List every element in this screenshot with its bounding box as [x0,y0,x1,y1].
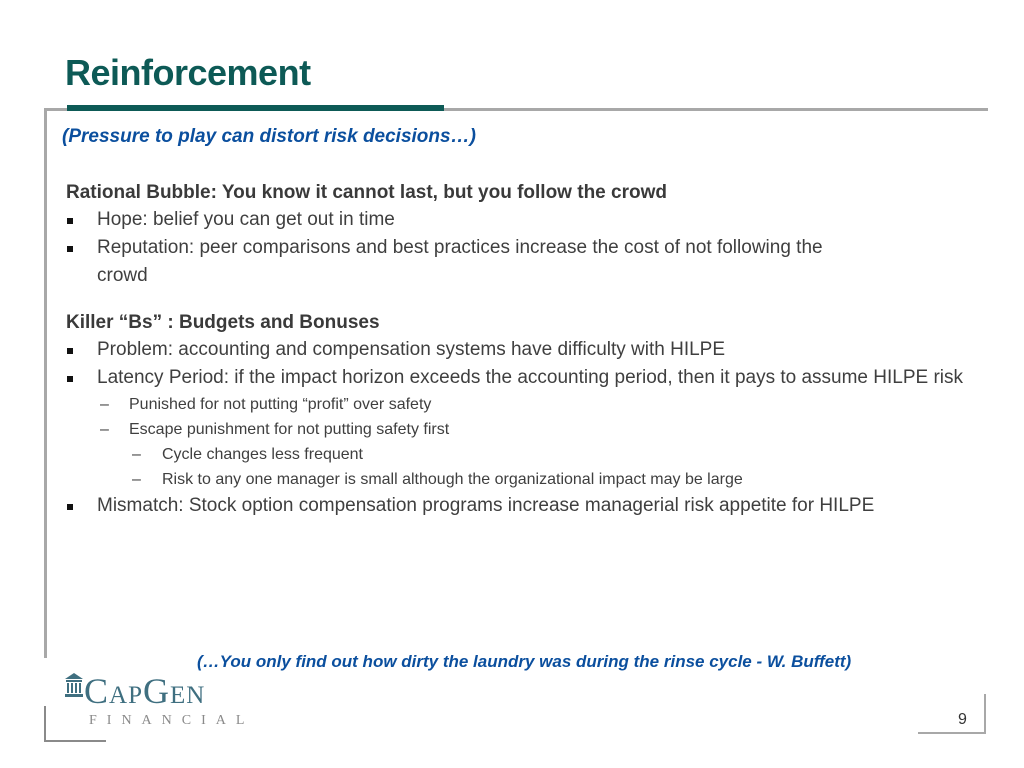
slide-subtitle: (Pressure to play can distort risk decisions…) [62,126,476,147]
sub-sub-bullet-cycle: – Cycle changes less frequent [66,442,966,467]
square-bullet-icon [67,246,73,252]
bullet-hope: Hope: belief you can get out in time [66,206,966,234]
bullet-mismatch: Mismatch: Stock option compensation programs increase managerial risk appetite for HILPE [66,492,997,520]
dash-bullet-icon: – [132,471,141,488]
dash-bullet-icon: – [100,396,109,413]
sub-bullet-escape: – Escape punishment for not putting safety first [66,417,966,442]
capgen-logo [64,668,254,738]
left-border [44,108,47,658]
dash-bullet-icon: – [132,446,141,463]
bullet-problem: Problem: accounting and compensation systems have difficulty with HILPE [66,336,966,364]
footer-corner-left [44,740,106,742]
sub-bullet-punished: – Punished for not putting “profit” over safety [66,392,966,417]
slide-body [66,180,966,520]
footer-corner-left [44,706,46,742]
bullet-latency-period: Latency Period: if the impact horizon exceeds the accounting period, then it pays to assume HILPE risk [66,364,977,392]
page-number: 9 [958,711,967,728]
square-bullet-icon [67,348,73,354]
dash-bullet-icon: – [100,421,109,438]
bullet-reputation: Reputation: peer comparisons and best practices increase the cost of not following the crowd [66,234,857,290]
building-columns-icon [64,672,84,698]
square-bullet-icon [67,376,73,382]
slide-title: Reinforcement [65,52,311,93]
closing-quote: (…You only find out how dirty the laundry was during the rinse cycle - W. Buffett) [197,652,852,671]
logo-wordmark: CapGen [84,671,206,711]
section-heading-killer-bs: Killer “Bs” : Budgets and Bonuses [66,312,380,333]
spacer [66,290,966,310]
section-heading-rational-bubble: Rational Bubble: You know it cannot last, but you follow the crowd [66,182,667,203]
footer-corner-right [918,732,986,734]
square-bullet-icon [67,218,73,224]
title-underline [67,105,444,111]
square-bullet-icon [67,504,73,510]
sub-sub-bullet-risk: – Risk to any one manager is small although the organizational impact may be large [66,467,966,492]
logo-tagline: FINANCIAL [89,713,255,728]
footer-corner-right [984,694,986,734]
